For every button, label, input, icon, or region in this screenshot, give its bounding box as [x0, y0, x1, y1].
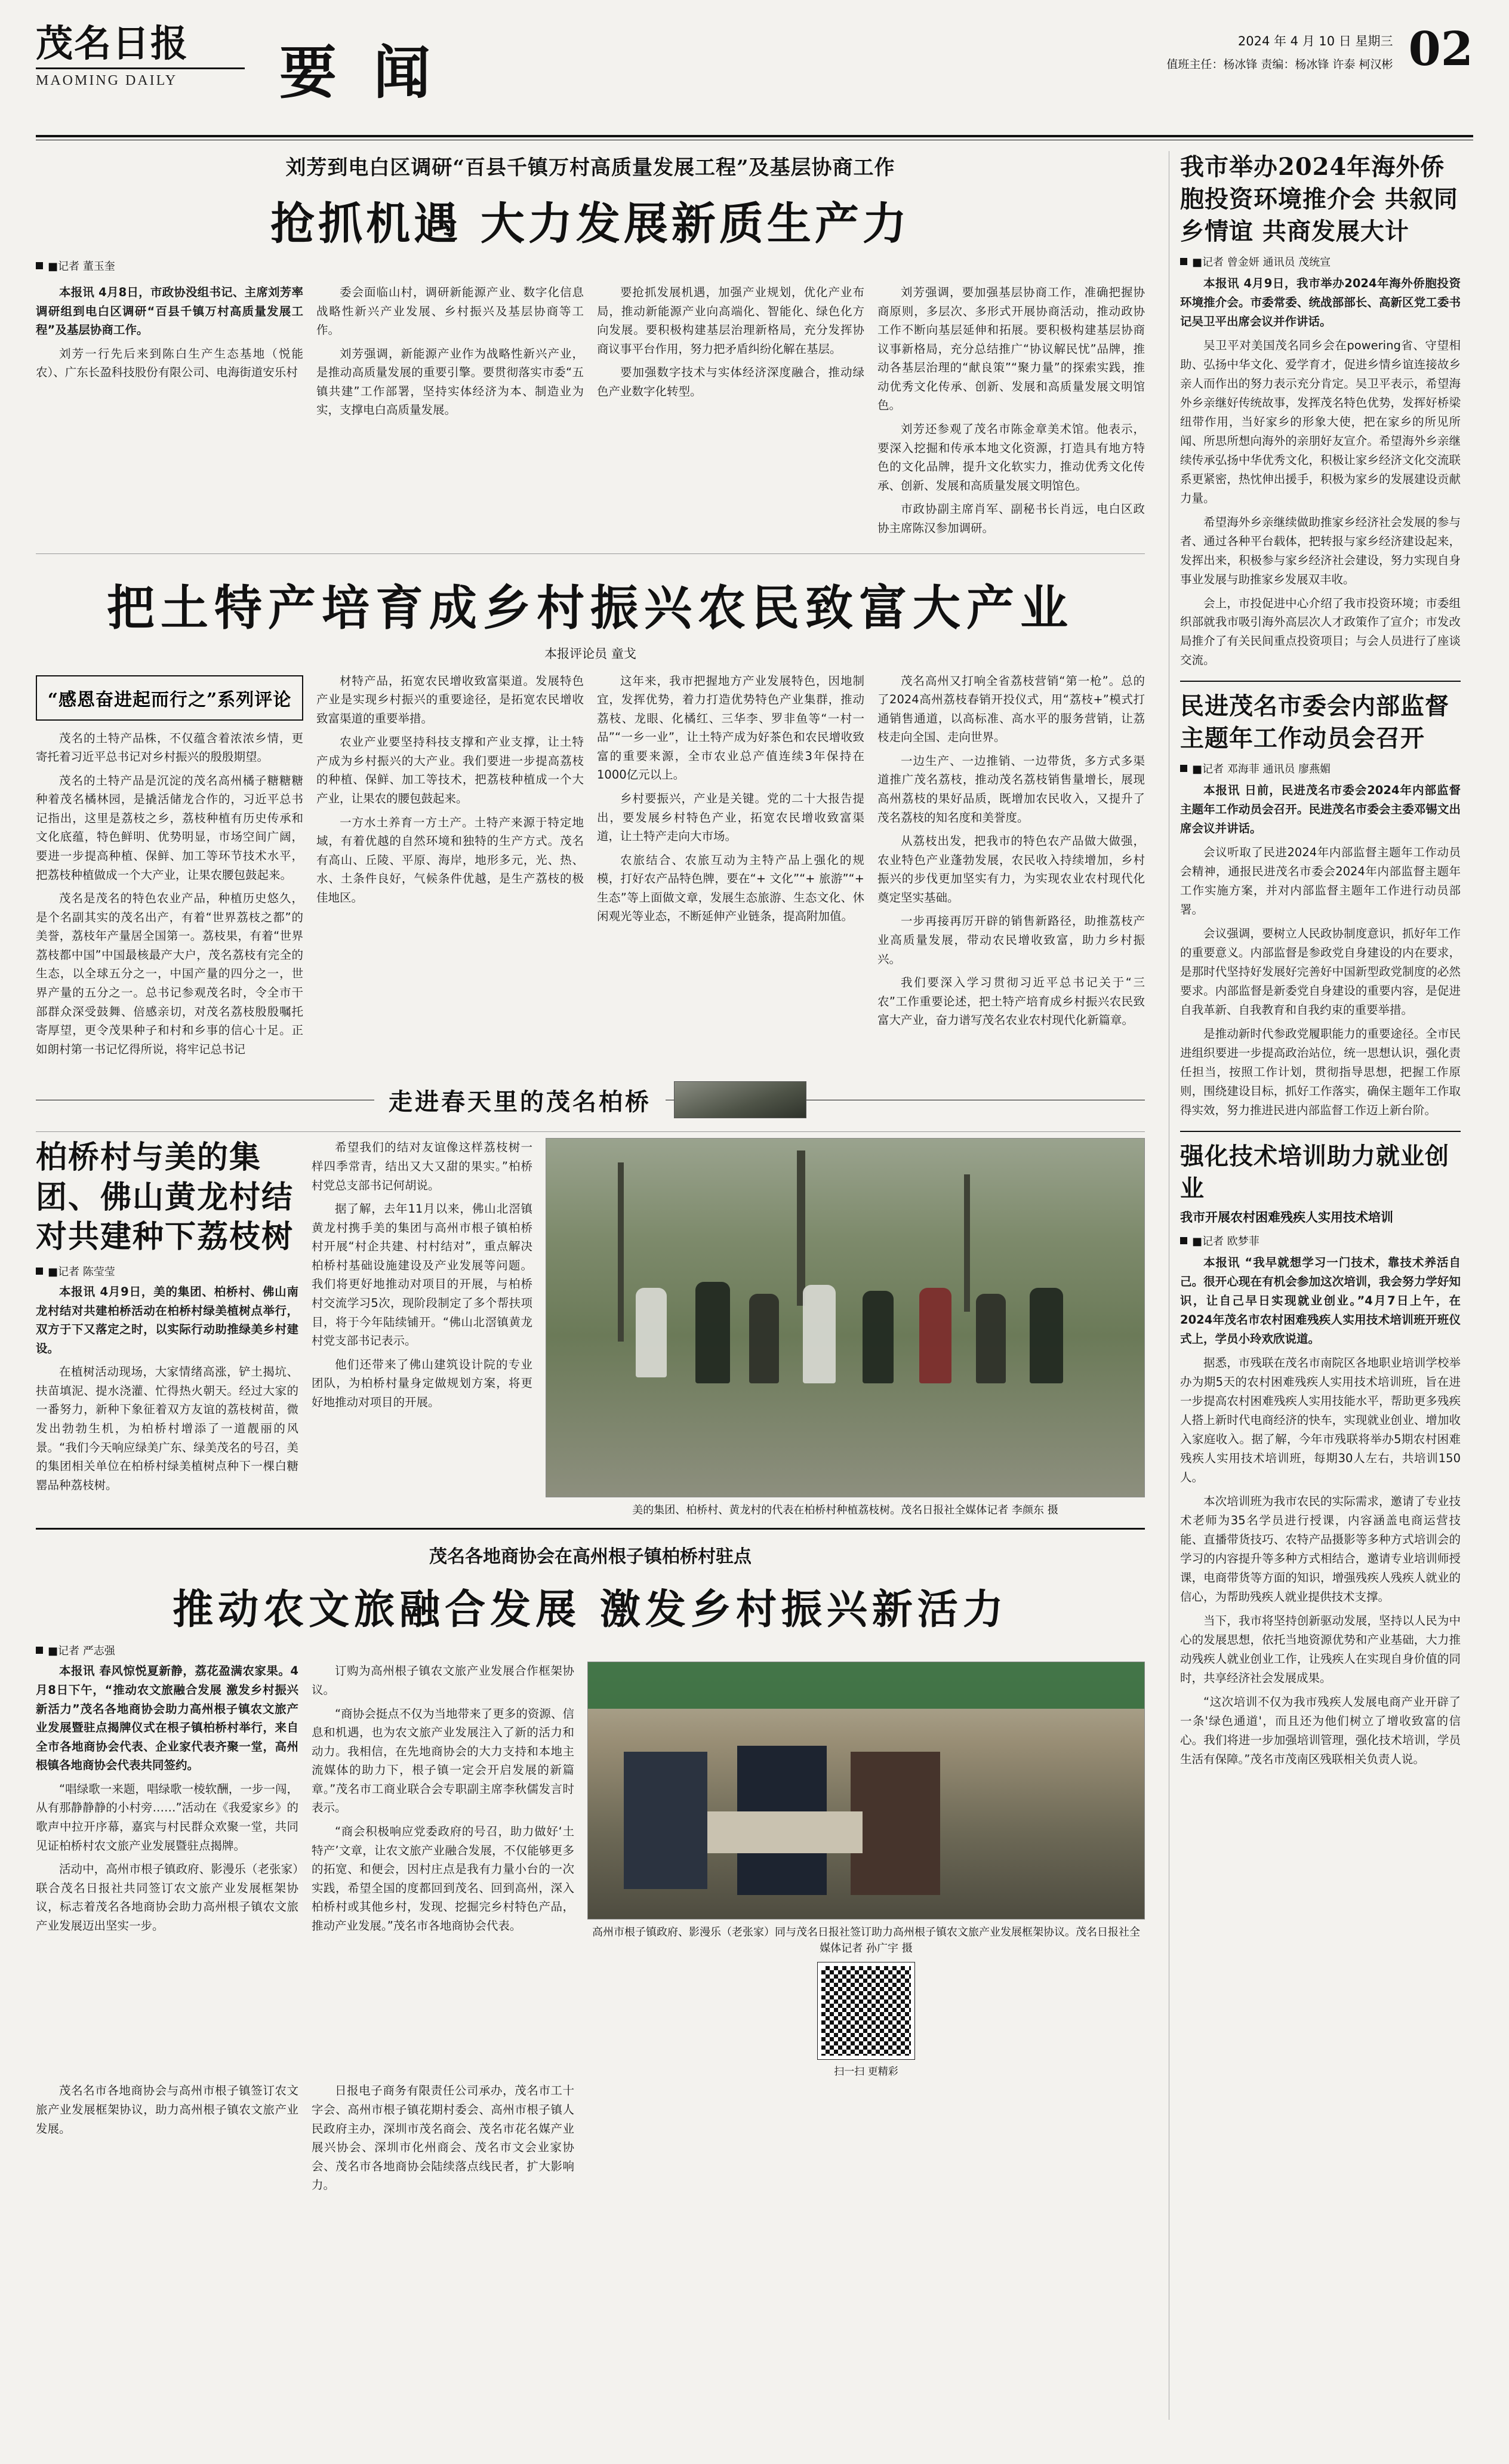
right2-byline-text: ■记者 邓海菲 通讯员 廖燕媚: [1192, 763, 1331, 776]
paragraph: 一步再接再厉开辟的销售新路径，助推荔枝产业高质量发展，带动农民增收致富，助力乡村振兴。: [877, 914, 1145, 966]
sidebar-column: [1180, 151, 1461, 2420]
paragraph: 活动中，高州市根子镇政府、影漫乐（老张家）联合茂名日报社共同签订农文旅产业发展框架协议，标志着茂名各地商协会助力高州根子镇农文旅产业发展迈出坚实一步。: [36, 1862, 298, 1933]
photo-caption-2: 高州市根子镇政府、影漫乐（老张家）同与茂名日报社签订助力高州根子镇农文旅产业发展框架协议。茂名日报社全媒体记者 孙广宇 摄: [592, 1926, 1140, 1955]
paragraph: “商会积极响应党委政府的号召，助力做好‘土特产’文章，让农文旅产业融合发展，不仅能够更多的拓宽、和便会，因村庄点是我有力量小台的一次实践，希望全国的度都回到茂名、回到高州，深入柏桥村或其他乡村，发现、挖掘完乡村特色产品，推动产业发展。”茂名市各地商协会代表。: [312, 1824, 574, 1933]
article-chamber: [36, 1542, 1145, 2199]
divider: [36, 1131, 1145, 1132]
paragraph: 本报讯 日前，民进茂名市委会2024年内部监督主题年工作动员会召开。民进茂名市委会主委邓锡文出席会议并讲话。: [1180, 783, 1461, 836]
article4-byline: [36, 1642, 1145, 1658]
right2-byline: [1180, 761, 1461, 776]
paragraph: 茂名是茂名的特色农业产品，种植历史悠久，是个名副其实的茂名出产，有着“世界荔枝之都”的美誉，荔枝年产量居全国第一。荔枝果，有着“世界荔枝都中国”中国最核最产大户，茂名荔枝有完全的生态，以全球五分之一，中国产量的四分之一，世界产量的五分之一。总书记参观茂名时，令全市干部群众深受鼓舞、倍感亲切，对茂名荔枝殷殷嘱托寄厚望，更令茂果种子和村和乡事的信心十足。正如朗村第一书记忆得所说，将牢记总书记: [36, 891, 303, 1056]
paragraph: 刘芳还参观了茂名市陈金章美术馆。他表示，要深入挖掘和传承本地文化资源，打造具有地方特色的文化品牌，提升文化软实力，推动优秀文化传承、创新、发展和高质量发展文明馆色。: [877, 422, 1145, 493]
paragraph: 材特产品，拓宽农民增收致富渠道。发展特色产业是实现乡村振兴的重要途径，是拓宽农民增收致富渠道的重要举措。: [316, 673, 584, 725]
paragraph: 这年来，我市把握地方产业发展特色，因地制宜，发挥优势，着力打造优势特色产业集群，推动荔枝、龙眼、化橘红、三华李、罗非鱼等“一村一品”“一乡一业”，让土特产成为好茶色和农民增收致富的重要来源，全市农业总产值连续3年保持在1000亿元以上。: [597, 673, 864, 782]
paragraph: 据了解，去年11月以来，佛山北滘镇黄龙村携手美的集团与高州市根子镇柏桥村开展“村企共建、村村结对”，重点解决柏桥村基础设施建设及产业发展等问题。我们将更好地推动对项目的开展，与柏桥村交流学习5次，现阶段制定了多个帮扶项目，将于今年陆续铺开。“佛山北滘镇黄龙村党支部书记表示。: [312, 1202, 532, 1348]
article4-byline-text: ■记者 严志强: [48, 1645, 115, 1658]
banner-label: 走进春天里的茂名柏桥: [374, 1083, 666, 1117]
paragraph: 是推动新时代参政党履职能力的重要途径。全市民进组织要进一步提高政治站位，统一思想认识，强化责任担当，按照工作计划，贯彻指导思想，把握工作原则，围绕建设目标，抓好工作落实，确保主题年工作取得实效，努力推进民进内部监督工作迈上新台阶。: [1180, 1027, 1461, 1117]
section-title: 要 闻: [279, 39, 439, 106]
right1-headline: 我市举办2024年海外侨胞投资环境推介会 共叙同乡情谊 共商发展大计: [1180, 153, 1458, 245]
right-article-1: [1180, 151, 1461, 670]
logo-rule: [36, 67, 245, 69]
right1-byline-text: ■记者 曾金妍 通讯员 茂统宣: [1192, 256, 1331, 269]
article3-byline: [36, 1263, 298, 1279]
paragraph: “商协会挺点不仅为当地带来了更多的资源、信息和机遇，也为农文旅产业发展注入了新的活力和动力。我相信，在先地商协会的大力支持和本地主流媒体的助力下，根子镇一定会开启发展的新篇章。”茂名市工商业联合会专职副主席李秋儒发言时表示。: [312, 1706, 574, 1815]
paragraph: 农业产业要坚持科技支撑和产业支撑，让土特产成为乡村振兴的大产业。我们要进一步提高荔枝的种植、保鲜、加工等技术，把荔枝种植成一个大产业，让果农的腰包鼓起来。: [316, 735, 584, 805]
article1-kicker: 刘芳到电白区调研“百县千镇万村高质量发展工程”及基层协商工作: [285, 156, 895, 180]
article-tree-planting: [36, 1138, 1145, 1518]
article4-kicker: 茂名各地商协会在高州根子镇柏桥村驻点: [429, 1546, 752, 1568]
paragraph: 茂名高州又打响全省荔枝营销“第一枪”。总的了2024高州荔枝春销开投仪式，用“荔枝+”模式打通销售通道，以高标准、高水平的服务营销，让荔枝走向全国、走向世界。: [877, 673, 1145, 745]
masthead-meta: [1166, 24, 1473, 75]
paragraph: 在植树活动现场，大家情绪高涨，铲土揭坑、扶苗填泥、提水浇灌、忙得热火朝天。经过大家的一番努力，新种下象征着双方友谊的荔枝树苗，微发出勃勃生机，为柏桥村增添了一道靓丽的风景。“我们今天响应绿美广东、绿美茂名的号召，美的集团相关单位在柏桥村绿美植树点种下一棵白糖罂品种荔枝树。: [36, 1365, 298, 1492]
paragraph: 他们还带来了佛山建筑设计院的专业团队，为柏桥村量身定做规划方案，将更好地推动对项目的开展。: [312, 1357, 532, 1409]
right3-byline-text: ■记者 欧梦菲: [1192, 1235, 1259, 1248]
paragraph: 希望我们的结对友谊像这样荔枝树一样四季常青，结出又大又甜的果实。”柏桥村党总支部书记何胡说。: [312, 1140, 532, 1192]
paragraph: 委会面临山村，调研新能源产业、数字化信息战略性新兴产业发展、乡村振兴及基层协商等工作。: [316, 285, 584, 337]
section-banner: [36, 1079, 1145, 1121]
qr-code-icon[interactable]: [818, 1962, 914, 2059]
divider: [1180, 681, 1461, 682]
page-number: 02: [1408, 22, 1473, 76]
right2-headline: 民进茂名市委会内部监督主题年工作动员会召开: [1180, 692, 1449, 753]
paragraph: 会上，市投促进中心介绍了我市投资环境；市委组织部就我市吸引海外高层次人才政策作了宣介；市发改局推介了有关民间重点投资项目；与会人员进行了座谈交流。: [1180, 596, 1461, 667]
article3-byline-text: ■记者 陈莹莹: [48, 1265, 115, 1278]
paragraph: 茂名名市各地商协会与高州市根子镇签订农文旅产业发展框架协议，助力高州根子镇农文旅产业发展。: [36, 2084, 298, 2136]
right-article-2: [1180, 690, 1461, 1119]
paragraph: 刘芳强调，要加强基层协商工作，准确把握协商原则，多层次、多形式开展协商活动，推动政协工作不断向基层延伸和拓展。要积极构建基层协商议事新格局，充分总结推广“协议解民忧”品牌，推动各基层治理的“献良策”“聚力量”的探索实践，推动优秀文化传承、创新、发展和高质量发展文明馆色。: [877, 285, 1145, 413]
main-content: [36, 151, 1158, 2420]
paragraph: 本报讯 4月9日，我市举办2024年海外侨胞投资环境推介会。市委常委、统战部部长、高新区党工委书记吴卫平出席会议并作讲话。: [1180, 276, 1461, 328]
divider: [1180, 1131, 1461, 1132]
duty-editors: 值班主任：杨冰锋 责编：杨冰锋 许泰 柯汉彬: [1166, 57, 1393, 71]
paragraph: 市政协副主席肖军、副秘书长肖远，电白区政协主席陈汉参加调研。: [877, 502, 1145, 535]
right3-byline: [1180, 1233, 1461, 1248]
article2-headline: 把土特产培育成乡村振兴农民致富大产业: [107, 579, 1074, 636]
divider: [36, 553, 1145, 554]
article3-headline: 柏桥村与美的集团、佛山黄龙村结对共建种下荔枝树: [36, 1139, 294, 1256]
article4-headline: 推动农文旅融合发展 激发乡村振兴新活力: [173, 1586, 1008, 1634]
article4-footer: 日报电子商务有限责任公司承办，茂名市工十字会、高州市根子镇花期村委会、高州市根子镇人民政府主办，深圳市茂名商会、茂名市花名媒产业展兴协会、深圳市化州商会、茂名市文会业家协会、茂名市各地商协会陆续落点线民者，扩大影响力。: [312, 2084, 574, 2192]
paragraph: 茂名的土特产品株，不仅蕴含着浓浓乡情，更寄托着习近平总书记对乡村振兴的殷殷期望。: [36, 731, 303, 764]
newspaper-logo: [36, 21, 263, 89]
paragraph: 会议听取了民进2024年内部监督主题年工作动员会精神，通报民进茂名市委会2024年内部监督主题年工作实施方案，并对内部监督主题年工作进行动员部署。: [1180, 845, 1461, 917]
article-commentary: [36, 570, 1145, 1064]
article1-headline: 抢抓机遇 大力发展新质生产力: [270, 198, 910, 250]
qr-block[interactable]: [587, 1962, 1145, 2078]
photo-caption-1: 美的集团、柏桥村、黄龙村的代表在柏桥村种植荔枝树。茂名日报社全媒体记者 李颜东 摄: [632, 1504, 1058, 1517]
paragraph: 本报讯 4月9日，美的集团、柏桥村、佛山南龙村结对共建柏桥活动在柏桥村绿美植树点举行，双方于下又落定之时，以实际行动助推绿美乡村建设。: [36, 1284, 298, 1355]
paragraph: 据悉，市残联在茂名市南院区各地职业培训学校举办为期5天的农村困难残疾人实用技术培训班，旨在进一步提高农村困难残疾人实用技能水平，帮助更多残疾人搭上新时代电商经济的快车，实现就业创业、增加收入家庭收入。据了解，今年市残联将举办5期农村困难残疾人实用技术培训班，每期30人左右，共培训150人。: [1180, 1356, 1461, 1484]
paragraph: “这次培训不仅为我市残疾人发展电商产业开辟了一条'绿色通道'，而且还为他们树立了增收致富的信心。我们将进一步加强培训管理，强化技术培训，学员生活有保障。”茂名市茂南区残联相关负责人说。: [1180, 1694, 1461, 1766]
article1-byline-text: ■记者 董玉奎: [48, 260, 115, 273]
right1-byline: [1180, 254, 1461, 269]
divider-thick: [36, 1528, 1145, 1530]
logo-english: MAOMING DAILY: [36, 73, 178, 89]
paragraph: 本报讯 春风惊悦夏新静，荔花盈满农家果。4月8日下午，“推动农文旅融合发展 激发乡村振兴新活力”茂名各地商协会助力高州根子镇农文旅产业发展暨驻点揭牌仪式在根子镇柏桥村举行，来自全市各地商协会代表、企业家代表齐聚一堂，高州根镇各地商协会代表共同签约。: [36, 1664, 298, 1773]
paragraph: 本次培训班为我市农民的实际需求，邀请了专业技术老师为35名学员进行授课，内容涵盖电商运营技能、直播带货技巧、农特产品摄影等多种方式培训会的学习的内容提升等多种方式相结合，邀请专业培训师授课，电商带货等方面的知识，增强残疾人残疾人就业的信心，为帮助残疾人就业提供技术支撑。: [1180, 1494, 1461, 1604]
paragraph: 农旅结合、农旅互动为主特产品上强化的规模，打好农产品特色牌，要在“+ 文化”“+ 旅游”“+ 生态”等上面做文章，发展生态旅游、生态文化、休闲观光等业态，不断延伸产业链条，提高附加值。: [597, 853, 864, 924]
series-box-title: “感恩奋进起而行之”系列评论: [36, 675, 303, 721]
paragraph: 订购为高州根子镇农文旅产业发展合作框架协议。: [312, 1664, 574, 1697]
masthead-divider: [36, 135, 1473, 137]
publish-date: 2024 年 4 月 10 日 星期三: [1237, 34, 1393, 48]
article-lead: [36, 151, 1145, 543]
paragraph: “唱绿歌一来题，唱绿歌一棱软酬，一步一闯，从有那静静静的小村旁……”活动在《我爱家乡》的歌声中拉开序幕，嘉宾与村民群众欢聚一堂，共同见证柏桥村农文旅产业发展暨驻点揭牌。: [36, 1782, 298, 1853]
qr-caption: 扫一扫 更精彩: [834, 2066, 898, 2078]
paragraph: 会议强调，要树立人民政协制度意识，抓好年工作的重要意义。内部监督是参政党自身建设的内在要求，是那时代坚持好发展好完善好中国新型政党制度的必然要求。内部监督是新委党自身建设的重要内容，是促进自我革新、自我教育和自我约束的重要举措。: [1180, 927, 1461, 1017]
logo-chinese: 茂名日报: [36, 21, 189, 65]
right3-sub: 我市开展农村困难残疾人实用技术培训: [1180, 1210, 1393, 1225]
paragraph: 茂名的土特产品是沉淀的茂名高州橘子糖糖糖种着茂名橘林园，是撬活储龙合作的，习近平总书记指出，这里是荔枝之乡，荔枝种植有历史传承和文化底蕴，特色鲜明、优势明显，市场空间广阔，要进一步提高种植、保鲜、加工等环节技术水平，把荔枝种植做成一个大产业，让果农腰包鼓起来。: [36, 773, 303, 882]
right-article-3: [1180, 1140, 1461, 1769]
banner-thumbnail: [674, 1081, 806, 1118]
paragraph: 刘芳强调，新能源产业作为战略性新兴产业，是推动高质量发展的重要引擎。要贯彻落实市委“五镇共建”工作部署，坚持实体经济为本、制造业为实，支撑电白高质量发展。: [316, 346, 584, 417]
paragraph: 要加强数字技术与实体经济深度融合，推动绿色产业数字化转型。: [597, 365, 864, 398]
paragraph: 刘芳一行先后来到陈白生产生态基地（悦能农）、广东长盈科技股份有限公司、电海街道安乐村: [36, 346, 303, 380]
paragraph: 希望海外乡亲继续做助推家乡经济社会发展的参与者、通过各种平台载体，把转报与家乡经济建设起来，发挥出来，积极参与家乡经济社会建设，努力实现自身事业发展与助推家乡发展双丰收。: [1180, 515, 1461, 586]
paragraph: 乡村要振兴，产业是关键。党的二十大报告提出，要发展乡村特色产业，拓宽农民增收致富渠道，让土特产走向大市场。: [597, 791, 864, 844]
right3-headline: 强化技术培训助力就业创业: [1180, 1142, 1449, 1202]
paragraph: 从荔枝出发，把我市的特色农产品做大做强，农业特色产业蓬勃发展，农民收入持续增加，乡村振兴的步伐更加坚实有力，为实现农业农村现代化奠定坚实基础。: [877, 834, 1145, 905]
paragraph: 本报讯 “我早就想学习一门技术，靠技术养活自己。很开心现在有机会参加这次培训，我会努力学好知识，让自己早日实现就业创业。”4月7日上午，在2024年茂名市农村困难残疾人实用技术培训班开班仪式上，学员小玲欢欣说道。: [1180, 1256, 1461, 1346]
paragraph: 当下，我市将坚持创新驱动发展，坚持以人民为中心的发展思想，依托当地资源优势和产业基础，大力推动残疾人就业创业工作，让残疾人在实现自身价值的同时，共享经济社会发展成果。: [1180, 1613, 1461, 1685]
paragraph: 吴卫平对美国茂名同乡会在powering省、守望相助、弘扬中华文化、爱学育才，促进乡情乡谊连接故乡亲人而作出的努力表示充分肯定。吴卫平表示，希望海外乡亲继好传统故事，发挥茂名特色优势，发挥好桥梁纽带作用，当好家乡的形象大使，把在家乡的所见所闻、所思所想向海外的亲朋好友宣介。希望海外乡亲继续传承弘扬中华优秀文化，积极让家乡经济文化交流联系更紧密，热忱伸出援手，积极为家乡的发展建设贡献力量。: [1180, 338, 1461, 505]
paragraph: 我们要深入学习贯彻习近平总书记关于“三农”工作重要论述，把土特产培育成乡村振兴农民致富大产业，奋力谱写茂名农业农村现代化新篇章。: [877, 976, 1145, 1028]
paragraph: 一方水土养育一方土产。土特产来源于特定地域，有着优越的自然环境和独特的生产方式。茂名有高山、丘陵、平原、海岸，地形多元，光、热、水、土条件良好，气候条件优越，是生产荔枝的极佳地区。: [316, 815, 584, 905]
masthead: [36, 21, 1473, 131]
article1-byline: [36, 258, 1145, 273]
paragraph: 本报讯 4月8日，市政协没组书记、主席刘芳率调研组到电白区调研“百县千镇万村高质量发展工程”及基层协商工作。: [36, 285, 303, 337]
paragraph: 一边生产、一边推销、一边带货，多方式多渠道推广茂名荔枝，推动茂名荔枝销售量增长，展现高州荔枝的果好品质，既增加农民收入，又提升了茂名荔枝的知名度和美誉度。: [877, 753, 1145, 825]
article2-sub: 本报评论员 童戈: [544, 646, 636, 661]
photo-tree-planting: [546, 1138, 1145, 1497]
paragraph: 要抢抓发展机遇，加强产业规划，优化产业布局，推动新能源产业向高端化、智能化、绿色化方向发展。要积极构建基层治理新格局，充分发挥协商议事平台作用，努力把矛盾纠纷化解在基层。: [597, 285, 864, 356]
photo-signing-ceremony: [587, 1662, 1145, 1919]
